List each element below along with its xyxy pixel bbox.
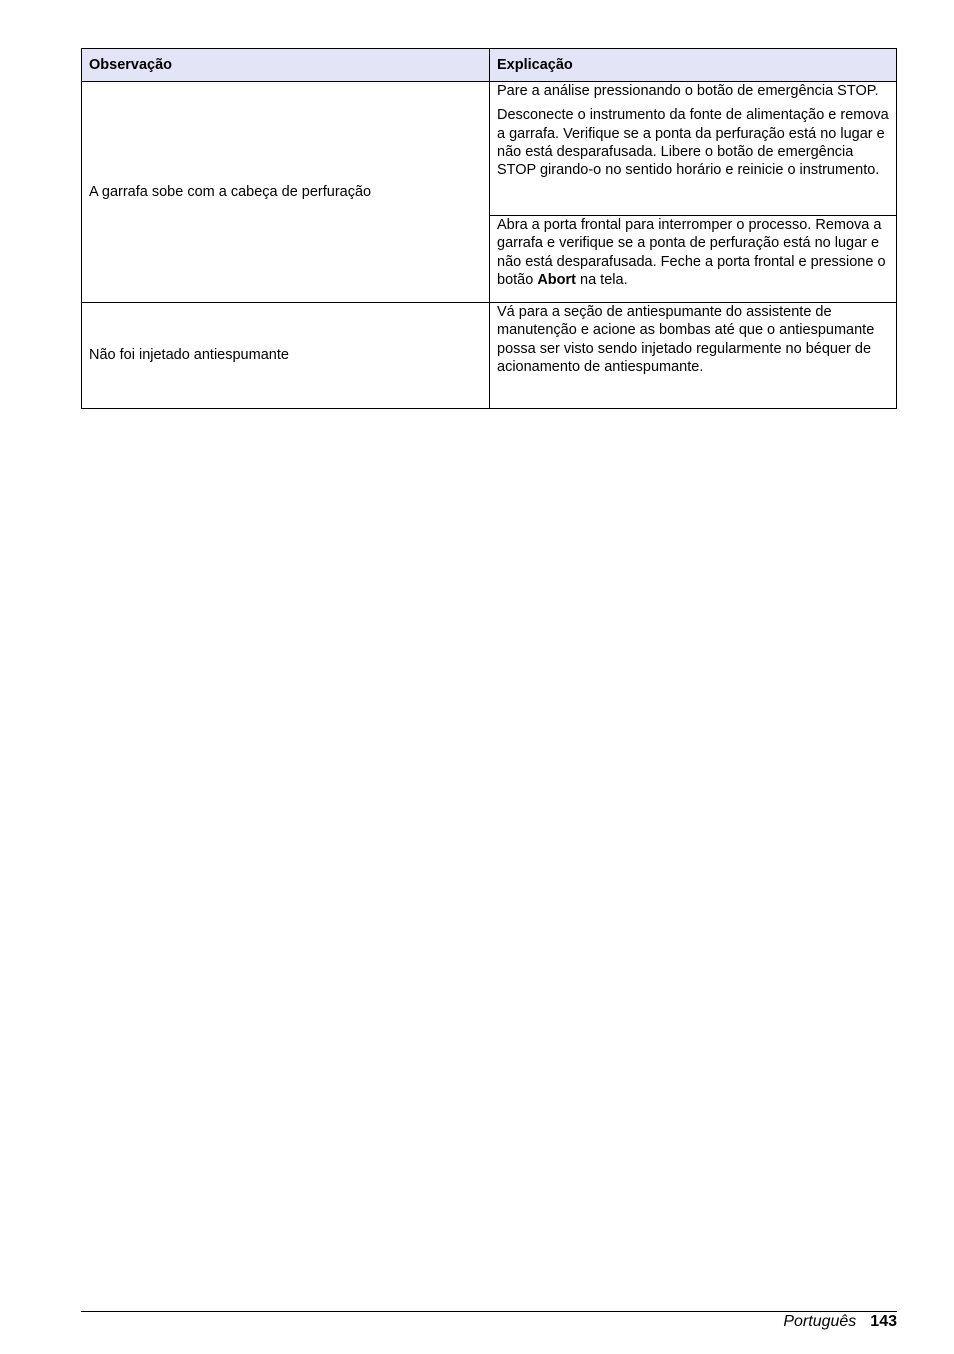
table-row: [82, 82, 897, 216]
footer-divider: [81, 1311, 897, 1312]
table-row: [82, 303, 897, 409]
explanation-paragraph: Pare a análise pressionando o botão de emergência STOP.: [497, 83, 879, 99]
column-header-observation: Observação: [82, 49, 490, 82]
explanation-cell: [490, 216, 897, 303]
page-number: 143: [870, 1313, 897, 1330]
explanation-cell: [490, 82, 897, 216]
explanation-text: Abra a porta frontal para interromper o processo. Remova a garrafa e verifique se a ponta de perfuração está no lugar e não está desparafusada. Feche a porta frontal e pressione o botão: [497, 217, 886, 288]
footer-language: Português: [783, 1313, 857, 1330]
observation-cell: Não foi injetado antiespumante: [82, 303, 490, 409]
explanation-paragraph: Desconecte o instrumento da fonte de alimentação e remova a garrafa. Verifique se a ponta da perfuração está no lugar e não está desparafusada. Libere o botão de emergência STOP girando-o no sentido horário e reinicie o instrumento.: [497, 107, 889, 179]
column-header-explanation: Explicação: [490, 49, 897, 82]
observation-cell: A garrafa sobe com a cabeça de perfuração: [82, 82, 490, 303]
page-footer: [783, 1312, 897, 1332]
explanation-text: na tela.: [576, 271, 628, 288]
troubleshooting-table: [81, 48, 897, 409]
table-header-row: [82, 49, 897, 82]
explanation-cell: Vá para a seção de antiespumante do assistente de manutenção e acione as bombas até que o antiespumante possa ser visto sendo injetado regularmente no béquer de acionamento de antiespumante.: [490, 303, 897, 409]
abort-button-label: Abort: [537, 271, 576, 288]
